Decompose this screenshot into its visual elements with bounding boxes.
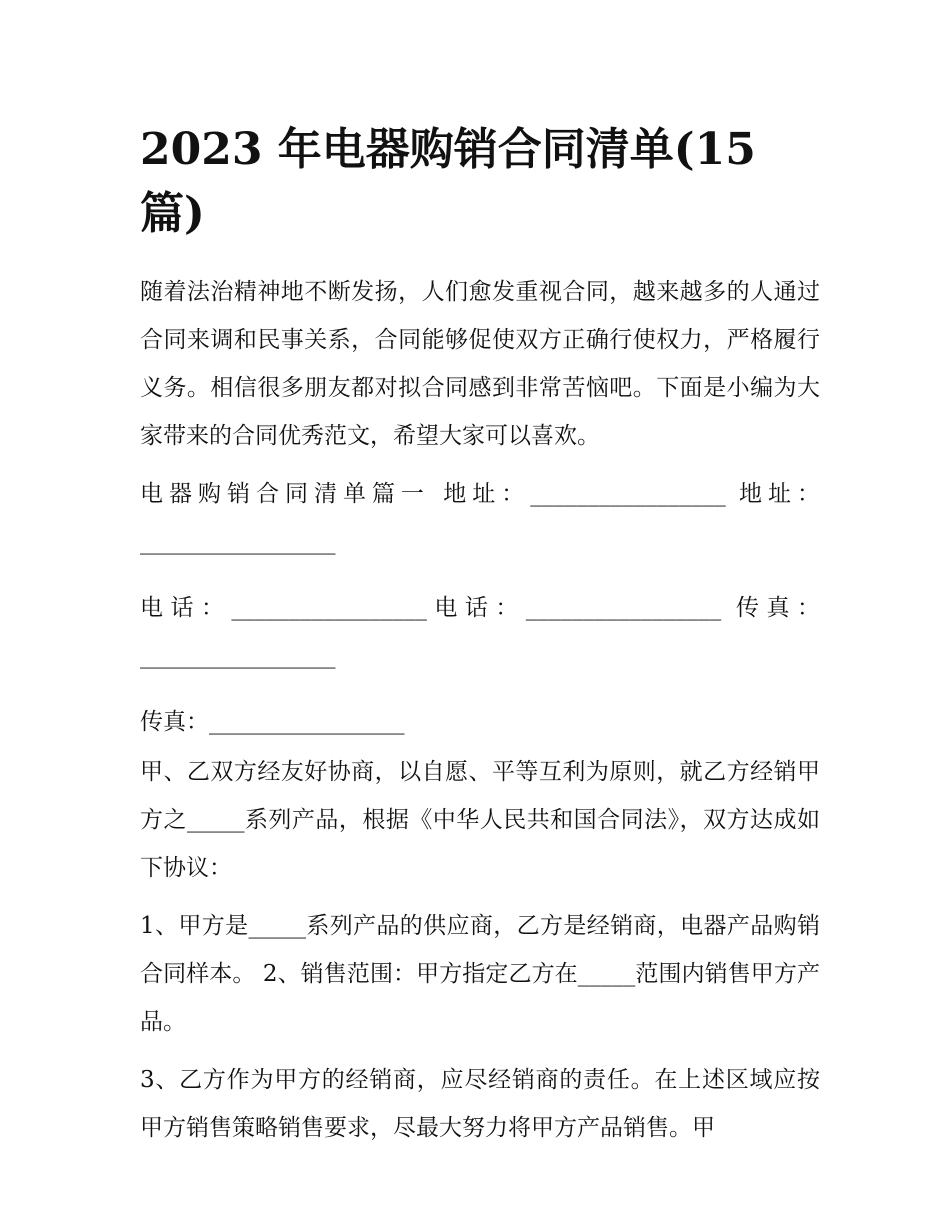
intro-paragraph: 随着法治精神地不断发扬，人们愈发重视合同，越来越多的人通过合同来调和民事关系，合同能够促使双方正确行使权力，严格履行义务。相信很多朋友都对拟合同感到非常苦恼吧。下面是小编为大家带来的合同优秀范文，希望大家可以喜欢。	[140, 279, 820, 449]
clause-3-paragraph: 3、乙方作为甲方的经销商，应尽经销商的责任。在上述区域应按甲方销售策略销售要求，尽最大努力将甲方产品销售。甲	[140, 1067, 820, 1141]
clause-1-2-paragraph: 1、甲方是_____系列产品的供应商，乙方是经销商，电器产品购销合同样本。 2、销售范围：甲方指定乙方在_____范围内销售甲方产品。	[140, 913, 820, 1035]
document-title: 2023 年电器购销合同清单(15 篇)	[140, 124, 756, 239]
address-paragraph: 电器购销合同清单篇一 地址：_________________ 地址：_________________	[140, 481, 820, 555]
phone-fax-paragraph: 电话：_________________电话：_________________ 传真：_________________	[140, 595, 820, 669]
fax-paragraph: 传真：_________________	[140, 709, 405, 735]
document-page	[140, 118, 820, 1158]
agreement-paragraph: 甲、乙双方经友好协商，以自愿、平等互利为原则，就乙方经销甲方之_____系列产品，根据《中华人民共和国合同法》，双方达成如下协议：	[140, 759, 820, 881]
